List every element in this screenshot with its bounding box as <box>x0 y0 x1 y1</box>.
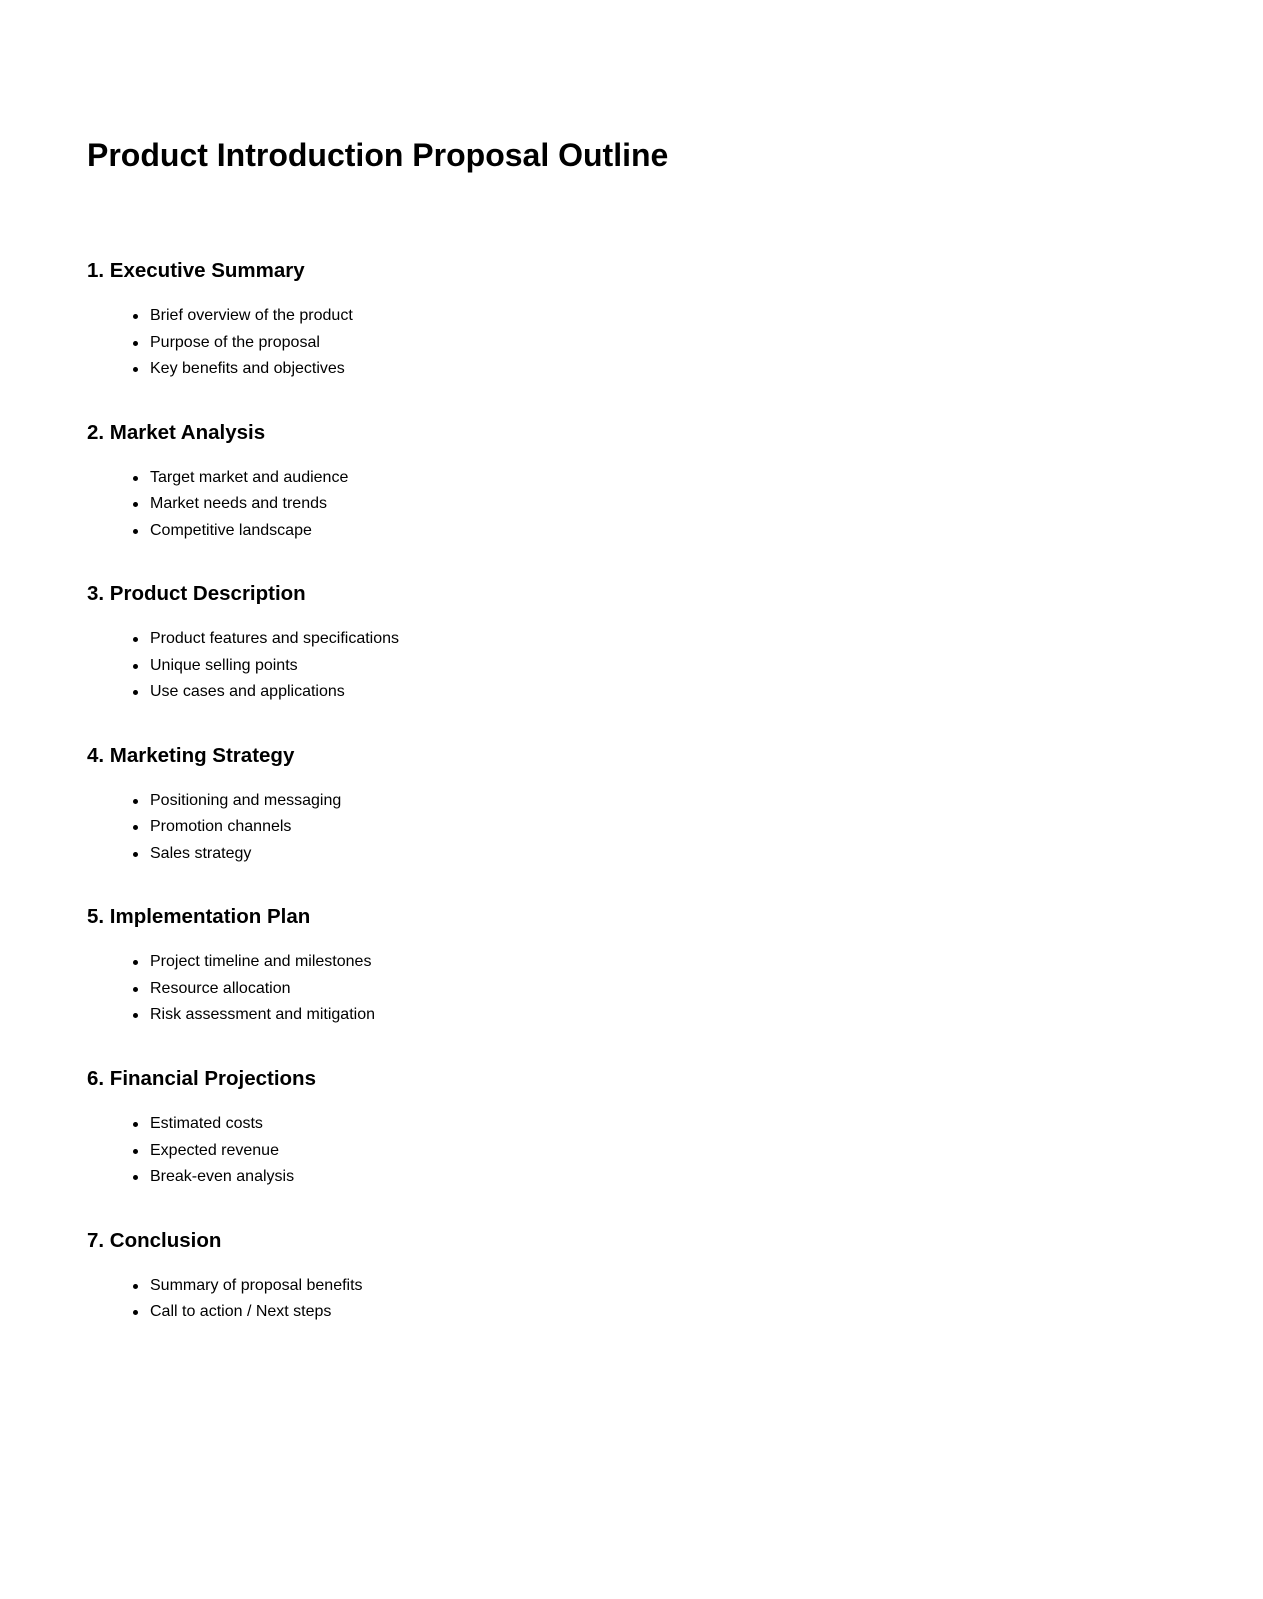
list-item <box>87 330 353 357</box>
list-item-text: Market needs and trends <box>150 495 327 513</box>
list-item <box>87 1299 363 1326</box>
bullet-icon <box>133 960 138 965</box>
list-item <box>87 491 348 518</box>
list-item-text: Unique selling points <box>150 656 298 674</box>
outline-section <box>87 420 348 545</box>
bullet-icon <box>133 690 138 695</box>
outline-section <box>87 581 399 706</box>
bullet-list <box>87 1111 316 1191</box>
bullet-icon <box>133 529 138 534</box>
bullet-list <box>87 626 399 706</box>
bullet-icon <box>133 664 138 669</box>
list-item <box>87 679 399 706</box>
list-item <box>87 626 399 653</box>
section-heading: 5. Implementation Plan <box>87 905 311 929</box>
section-heading: 6. Financial Projections <box>87 1067 316 1090</box>
bullet-icon <box>133 987 138 992</box>
bullet-list <box>87 949 375 1029</box>
bullet-icon <box>133 341 138 346</box>
bullet-icon <box>133 1013 138 1018</box>
bullet-icon <box>133 799 138 804</box>
bullet-icon <box>133 314 138 319</box>
bullet-list <box>87 303 353 383</box>
list-item-text: Risk assessment and mitigation <box>150 1006 375 1024</box>
bullet-icon <box>133 1122 138 1127</box>
bullet-icon <box>133 502 138 507</box>
outline-section <box>87 1228 363 1326</box>
bullet-icon <box>133 1310 138 1315</box>
list-item-text: Summary of proposal benefits <box>150 1276 363 1294</box>
bullet-icon <box>133 1284 138 1289</box>
list-item <box>87 1111 316 1138</box>
outline-section <box>87 743 341 868</box>
list-item-text: Sales strategy <box>150 844 252 862</box>
page-title: Product Introduction Proposal Outline <box>87 137 669 173</box>
bullet-icon <box>133 1175 138 1180</box>
outline-section <box>87 258 353 383</box>
list-item <box>87 1164 316 1191</box>
bullet-icon <box>133 476 138 481</box>
bullet-icon <box>133 852 138 857</box>
list-item-text: Key benefits and objectives <box>150 360 345 377</box>
document-content <box>87 135 1187 1321</box>
bullet-list <box>87 788 341 868</box>
list-item <box>87 1002 375 1029</box>
section-heading: 3. Product Description <box>87 582 306 606</box>
bullet-icon <box>133 637 138 642</box>
list-item-text: Purpose of the proposal <box>150 333 320 351</box>
list-item-text: Project timeline and milestones <box>150 953 372 971</box>
list-item <box>87 1138 316 1165</box>
list-item-text: Expected revenue <box>150 1141 279 1159</box>
list-item-text: Competitive landscape <box>150 521 312 539</box>
list-item-text: Target market and audience <box>150 468 349 486</box>
bullet-list <box>87 465 348 545</box>
list-item <box>87 356 353 383</box>
section-heading: 7. Conclusion <box>87 1228 222 1252</box>
list-item-text: Promotion channels <box>150 818 292 836</box>
outline-section <box>87 1066 316 1191</box>
list-item <box>87 949 375 976</box>
list-item <box>87 518 348 545</box>
outline-section <box>87 904 375 1029</box>
bullet-icon <box>133 367 138 372</box>
section-heading: 4. Marketing Strategy <box>87 743 295 767</box>
list-item <box>87 465 348 492</box>
bullet-icon <box>133 1149 138 1154</box>
list-item-text: Break-even analysis <box>150 1168 295 1185</box>
bullet-icon <box>133 825 138 830</box>
section-heading: 1. Executive Summary <box>87 259 305 282</box>
list-item <box>87 814 341 841</box>
list-item-text: Product features and specifications <box>150 630 400 648</box>
section-heading: 2. Market Analysis <box>87 420 266 444</box>
list-item <box>87 788 341 815</box>
list-item <box>87 1273 363 1300</box>
list-item <box>87 653 399 680</box>
list-item-text: Brief overview of the product <box>150 307 353 324</box>
list-item-text: Use cases and applications <box>150 683 345 701</box>
bullet-list <box>87 1273 363 1326</box>
list-item <box>87 976 375 1003</box>
list-item <box>87 303 353 330</box>
list-item-text: Resource allocation <box>150 979 291 997</box>
list-item-text: Estimated costs <box>150 1115 263 1132</box>
list-item-text: Positioning and messaging <box>150 791 342 809</box>
list-item <box>87 841 341 868</box>
list-item-text: Call to action / Next steps <box>150 1303 332 1321</box>
